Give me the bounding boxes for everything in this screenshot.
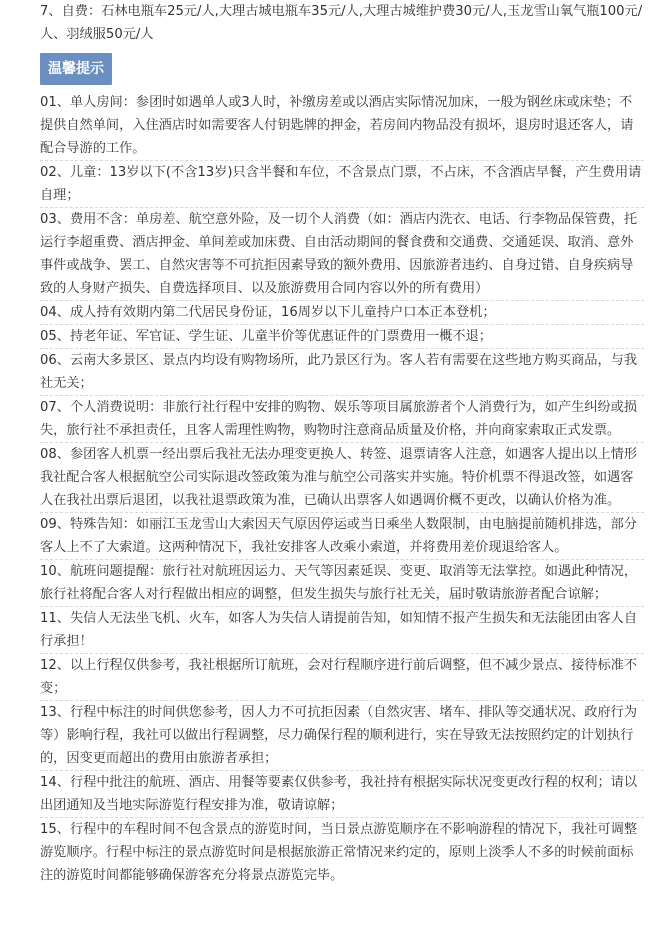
tips-list bbox=[40, 91, 644, 887]
tip-item-03: 03、费用不含：单房差、航空意外险，及一切个人消费（如：酒店内洗衣、电话、行李物品保管费，托运行李超重费、酒店押金、单间差或加床费、自由活动期间的餐食费和交通费、交通延误、取消、意外事件或战争、罢工、自然灾害等不可抗拒因素导致的额外费用、因旅游者违约、自身过错、自身疾病导致的人身财产损失、自费选择项目、以及旅游费用合同内容以外的所有费用） bbox=[40, 208, 644, 301]
tip-item-04: 04、成人持有效期内第二代居民身份证，16周岁以下儿童持户口本正本登机； bbox=[40, 301, 644, 325]
tip-item-11: 11、失信人无法坐飞机、火车，如客人为失信人请提前告知，如知情不报产生损失和无法能团由客人自行承担！ bbox=[40, 607, 644, 654]
section-header-wrap bbox=[40, 46, 644, 91]
tip-item-06: 06、云南大多景区、景点内均设有购物场所，此乃景区行为。客人若有需要在这些地方购买商品，与我社无关； bbox=[40, 349, 644, 396]
tip-item-14: 14、行程中批注的航班、酒店、用餐等要素仅供参考，我社持有根据实际状况变更改行程的权利；请以出团通知及当地实际游览行程安排为准，敬请谅解； bbox=[40, 771, 644, 818]
tip-item-15: 15、行程中的车程时间不包含景点的游览时间，当日景点游览顺序在不影响游程的情况下，我社可调整游览顺序。行程中标注的景点游览时间是根据旅游正常情况来约定的，原则上淡季人不多的时候前面标注的游览时间都能够确保游客充分将景点游览完毕。 bbox=[40, 822, 638, 883]
tip-item-02: 02、儿童：13岁以下(不含13岁)只含半餐和车位，不含景点门票，不占床，不含酒店早餐，产生费用请自理； bbox=[40, 161, 644, 208]
tip-item-10: 10、航班问题提醒：旅行社对航班因运力、天气等因素延误、变更、取消等无法掌控。如遇此种情况，旅行社将配合客人对行程做出相应的调整，但发生损失与旅行社无关，届时敬请旅游者配合谅解； bbox=[40, 560, 644, 607]
self-pay-note: 7、自费：石林电瓶车25元/人,大理古城电瓶车35元/人,大理古城维护费30元/人,玉龙雪山氧气瓶100元/人、羽绒服50元/人 bbox=[40, 4, 643, 42]
section-title: 温馨提示 bbox=[40, 53, 112, 85]
tip-item-07: 07、个人消费说明：非旅行社行程中安排的购物、娱乐等项目属旅游者个人消费行为，如产生纠纷或损失，旅行社不承担责任，且客人需理性购物，购物时注意商品质量及价格，并向商家索取正式发票。 bbox=[40, 396, 644, 443]
tip-item-08: 08、参团客人机票一经出票后我社无法办理变更换人、转签、退票请客人注意，如遇客人提出以上情形我社配合客人根据航空公司实际退改签政策为准与航空公司落实并实施。特价机票不得退改签，如遇客人在我社出票后退团，以我社退票政策为准，已确认出票客人如遇调价概不更改，以确认价格为准。 bbox=[40, 443, 644, 513]
tip-item-09: 09、特殊告知：如丽江玉龙雪山大索因天气原因停运或当日乘坐人数限制，由电脑提前随机排选，部分客人上不了大索道。这两种情况下，我社安排客人改乘小索道，并将费用差价现退给客人。 bbox=[40, 513, 644, 560]
tip-item-05: 05、持老年证、军官证、学生证、儿童半价等优惠证件的门票费用一概不退； bbox=[40, 325, 644, 349]
tip-item-12: 12、以上行程仅供参考，我社根据所订航班，会对行程顺序进行前后调整，但不减少景点、接待标准不变； bbox=[40, 654, 644, 701]
tip-item-13: 13、行程中标注的时间供您参考，因人力不可抗拒因素（自然灾害、堵车、排队等交通状况、政府行为等）影响行程，我社可以做出行程调整，尽力确保行程的顺利进行，实在导致无法按照约定的计划执行的，因变更而超出的费用由旅游者承担； bbox=[40, 701, 644, 771]
tip-item-01: 01、单人房间：参团时如遇单人或3人时，补缴房差或以酒店实际情况加床，一般为钢丝床或床垫；不提供自然单间，入住酒店时如需要客人付钥匙牌的押金，若房间内物品没有损坏，退房时退还客人，请配合导游的工作。 bbox=[40, 91, 644, 161]
